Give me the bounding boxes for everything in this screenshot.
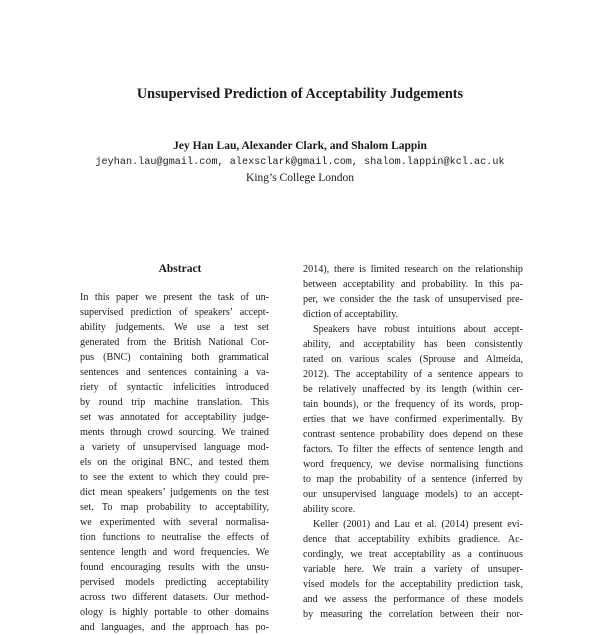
text-line: generated from the British National Cor- <box>80 337 269 348</box>
text-line: a variety of unsupervised language mod- <box>80 442 269 453</box>
text-line: vised models for the acceptability prediction task, <box>303 579 523 590</box>
text-line: ments through crowd sourcing. We trained <box>80 427 269 438</box>
text-line: we experimented with several normalisa- <box>80 517 269 528</box>
text-line: ability judgements. We use a test set <box>80 322 269 333</box>
text-line: set. To map probability to acceptability, <box>80 502 269 513</box>
author-list: Jey Han Lau, Alexander Clark, and Shalom Lappin <box>173 140 427 152</box>
paper-title: Unsupervised Prediction of Acceptability Judgements <box>136 86 464 102</box>
affiliation: King’s College London <box>246 172 354 184</box>
text-line: diction of acceptability. <box>303 309 399 320</box>
text-line: dict mean speakers’ judgements on the test <box>80 487 269 498</box>
text-line: variable here. We train a variety of unsuper- <box>303 564 523 575</box>
text-line: rated on various scales (Sprouse and Almeida, <box>303 354 523 365</box>
text-line: dence that acceptability exhibits gradience. Ac- <box>303 534 523 545</box>
text-line: and languages, and the approach has po- <box>80 622 269 633</box>
text-line: In this paper we present the task of un- <box>80 292 269 303</box>
abstract-heading: Abstract <box>158 263 202 275</box>
text-line: to map the probability of a sentence (inferred by <box>303 474 523 485</box>
body-paragraph <box>303 517 523 622</box>
text-line: by measuring the correlation between their nor- <box>303 609 523 620</box>
text-line: 2014), there is limited research on the relationship <box>303 264 523 275</box>
text-line: factors. To filter the effects of sentence length and <box>303 444 523 455</box>
text-line: ability score. <box>303 504 356 515</box>
text-line: across two different datasets. Our method- <box>80 592 269 603</box>
text-line: Speakers have robust intuitions about accept- <box>313 324 523 335</box>
body-column <box>303 262 523 622</box>
text-line: be relatively unaffected by its length (within cer- <box>303 384 523 395</box>
text-line: between acceptability and probability. In this pa- <box>303 279 523 290</box>
text-line: pervised models predicting acceptability <box>80 577 269 588</box>
text-line: supervised prediction of speakers’ accept- <box>80 307 269 318</box>
text-line: sentence length and word frequencies. We <box>80 547 269 558</box>
text-line: tion functions to neutralise the effects of <box>80 532 269 543</box>
text-line: per, we consider the the task of unsupervised pre- <box>303 294 523 305</box>
text-line: Keller (2001) and Lau et al. (2014) present evi- <box>313 519 523 530</box>
text-line: 2012). The acceptability of a sentence appears to <box>303 369 523 380</box>
text-line: pus (BNC) containing both grammatical <box>80 352 269 363</box>
text-line: ology is highly portable to other domains <box>80 607 269 618</box>
body-paragraph <box>303 262 523 322</box>
text-line: ability, and acceptability has been consistently <box>303 339 523 350</box>
text-line: erties that we have confirmed experimentally. By <box>303 414 523 425</box>
text-line: contrast sentence probability does depend on these <box>303 429 523 440</box>
text-line: els on the original BNC, and tested them <box>80 457 269 468</box>
text-line: word frequency, we devise normalising functions <box>303 459 523 470</box>
text-line: riety of syntactic infelicities introduced <box>80 382 269 393</box>
text-line: found encouraging results with the unsu- <box>80 562 269 573</box>
abstract-column <box>80 290 269 635</box>
text-line: and we assess the performance of these models <box>303 594 523 605</box>
text-line: by round trip machine translation. This <box>80 397 269 408</box>
text-line: our unsupervised language models) to an accept- <box>303 489 523 500</box>
author-emails: jeyhan.lau@gmail.com, alexsclark@gmail.com, shalom.lappin@kcl.ac.uk <box>95 157 505 168</box>
text-line: to see the extent to which they could pre- <box>80 472 269 483</box>
body-paragraph <box>303 322 523 517</box>
text-line: tain bounds), or the frequency of its words, prop- <box>303 399 523 410</box>
text-line: sentences and sentences containing a va- <box>80 367 269 378</box>
text-line: cordingly, we treat acceptability as a continuous <box>303 549 523 560</box>
text-line: set was annotated for acceptability judge- <box>80 412 269 423</box>
